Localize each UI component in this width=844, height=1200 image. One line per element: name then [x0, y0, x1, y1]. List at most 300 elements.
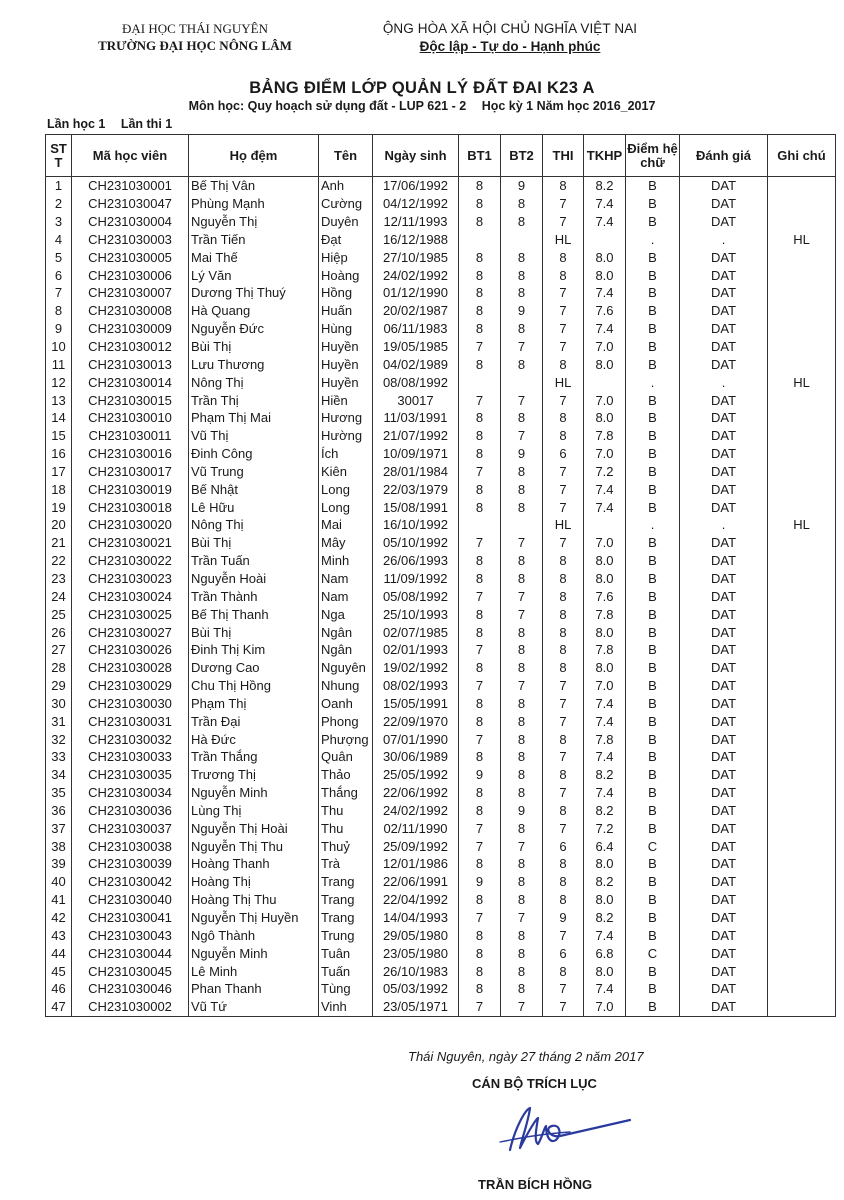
cell-exam: 7 — [543, 480, 584, 498]
cell-first-name: Nam — [319, 570, 373, 588]
cell-evaluation: DAT — [680, 784, 768, 802]
table-row — [46, 712, 836, 730]
cell-notes — [768, 659, 836, 677]
cell-bt1: 9 — [459, 873, 501, 891]
cell-letter-grade: . — [626, 373, 680, 391]
cell-tkhp: 6.8 — [584, 944, 626, 962]
cell-letter-grade: B — [626, 909, 680, 927]
cell-tkhp: 7.2 — [584, 463, 626, 481]
cell-first-name: Huyền — [319, 373, 373, 391]
cell-bt2: 8 — [501, 962, 543, 980]
cell-bt2: 8 — [501, 320, 543, 338]
cell-student-id: CH231030008 — [72, 302, 189, 320]
national-title: ỘNG HÒA XÃ HỘI CHỦ NGHĨA VIỆT NAI — [382, 21, 638, 36]
cell-first-name: Hoàng — [319, 266, 373, 284]
cell-bt2: 8 — [501, 730, 543, 748]
cell-exam: 8 — [543, 605, 584, 623]
col-header-first-name: Tên — [319, 135, 373, 177]
cell-student-id: CH231030031 — [72, 712, 189, 730]
cell-bt1: 7 — [459, 641, 501, 659]
cell-middle-name: Nguyễn Minh — [189, 784, 319, 802]
cell-bt1: 8 — [459, 480, 501, 498]
cell-notes — [768, 819, 836, 837]
cell-bt1: 8 — [459, 302, 501, 320]
cell-letter-grade: B — [626, 855, 680, 873]
cell-stt: 9 — [46, 320, 72, 338]
cell-tkhp: 8.0 — [584, 891, 626, 909]
cell-bt2: 9 — [501, 802, 543, 820]
cell-evaluation: DAT — [680, 677, 768, 695]
cell-bt1: 7 — [459, 391, 501, 409]
cell-bt1: 9 — [459, 766, 501, 784]
table-row — [46, 873, 836, 891]
col-header-stt: ST T — [46, 135, 72, 177]
cell-exam: 6 — [543, 944, 584, 962]
cell-middle-name: Trần Thắng — [189, 748, 319, 766]
cell-letter-grade: B — [626, 694, 680, 712]
cell-tkhp: 7.4 — [584, 784, 626, 802]
table-row — [46, 570, 836, 588]
cell-birthdate: 01/12/1990 — [373, 284, 459, 302]
cell-bt2: 8 — [501, 284, 543, 302]
cell-tkhp: 8.0 — [584, 266, 626, 284]
cell-notes — [768, 195, 836, 213]
cell-letter-grade: C — [626, 944, 680, 962]
cell-letter-grade: B — [626, 926, 680, 944]
table-row — [46, 694, 836, 712]
table-row — [46, 962, 836, 980]
cell-exam: 7 — [543, 213, 584, 231]
cell-letter-grade: B — [626, 284, 680, 302]
cell-middle-name: Lý Văn — [189, 266, 319, 284]
col-header-student-id: Mã học viên — [72, 135, 189, 177]
cell-evaluation: DAT — [680, 855, 768, 873]
cell-notes — [768, 463, 836, 481]
cell-stt: 42 — [46, 909, 72, 927]
cell-student-id: CH231030030 — [72, 694, 189, 712]
cell-tkhp: 8.0 — [584, 409, 626, 427]
cell-evaluation: DAT — [680, 498, 768, 516]
cell-notes — [768, 248, 836, 266]
cell-tkhp: 7.4 — [584, 712, 626, 730]
cell-middle-name: Dương Thị Thuý — [189, 284, 319, 302]
cell-letter-grade: B — [626, 338, 680, 356]
cell-student-id: CH231030007 — [72, 284, 189, 302]
cell-first-name: Cường — [319, 195, 373, 213]
cell-stt: 1 — [46, 177, 72, 195]
cell-letter-grade: B — [626, 784, 680, 802]
cell-student-id: CH231030026 — [72, 641, 189, 659]
cell-middle-name: Nguyễn Hoài — [189, 570, 319, 588]
cell-stt: 4 — [46, 231, 72, 249]
cell-stt: 22 — [46, 552, 72, 570]
cell-exam: 7 — [543, 980, 584, 998]
cell-stt: 11 — [46, 355, 72, 373]
cell-tkhp: 8.2 — [584, 177, 626, 195]
document-subtitle — [0, 99, 844, 113]
cell-tkhp: 6.4 — [584, 837, 626, 855]
cell-letter-grade: B — [626, 712, 680, 730]
cell-notes — [768, 873, 836, 891]
cell-bt2: 8 — [501, 926, 543, 944]
table-row — [46, 231, 836, 249]
cell-notes — [768, 266, 836, 284]
cell-student-id: CH231030012 — [72, 338, 189, 356]
cell-letter-grade: B — [626, 998, 680, 1016]
table-row — [46, 944, 836, 962]
cell-exam: HL — [543, 373, 584, 391]
cell-evaluation: DAT — [680, 926, 768, 944]
cell-tkhp: 8.2 — [584, 873, 626, 891]
cell-evaluation: DAT — [680, 552, 768, 570]
cell-stt: 33 — [46, 748, 72, 766]
cell-letter-grade: B — [626, 873, 680, 891]
header-institution — [70, 20, 320, 54]
cell-evaluation: DAT — [680, 659, 768, 677]
cell-bt1: 8 — [459, 498, 501, 516]
col-header-bt2: BT2 — [501, 135, 543, 177]
cell-first-name: Thu — [319, 819, 373, 837]
cell-first-name: Nhung — [319, 677, 373, 695]
cell-student-id: CH231030040 — [72, 891, 189, 909]
cell-tkhp: 7.4 — [584, 498, 626, 516]
cell-birthdate: 22/06/1992 — [373, 784, 459, 802]
cell-notes — [768, 552, 836, 570]
table-row — [46, 266, 836, 284]
cell-letter-grade: B — [626, 730, 680, 748]
cell-first-name: Hương — [319, 409, 373, 427]
cell-birthdate: 21/07/1992 — [373, 427, 459, 445]
cell-bt1: 8 — [459, 962, 501, 980]
cell-first-name: Trang — [319, 909, 373, 927]
cell-notes — [768, 694, 836, 712]
cell-birthdate: 08/02/1993 — [373, 677, 459, 695]
cell-bt2: 8 — [501, 748, 543, 766]
cell-first-name: Trung — [319, 926, 373, 944]
table-row — [46, 498, 836, 516]
cell-bt1: 8 — [459, 570, 501, 588]
cell-birthdate: 29/05/1980 — [373, 926, 459, 944]
table-row — [46, 641, 836, 659]
cell-stt: 6 — [46, 266, 72, 284]
cell-middle-name: Nông Thị — [189, 516, 319, 534]
cell-student-id: CH231030001 — [72, 177, 189, 195]
cell-middle-name: Lưu Thương — [189, 355, 319, 373]
cell-evaluation: DAT — [680, 302, 768, 320]
table-row — [46, 302, 836, 320]
cell-student-id: CH231030011 — [72, 427, 189, 445]
cell-first-name: Nguyên — [319, 659, 373, 677]
cell-exam: 8 — [543, 659, 584, 677]
cell-bt1: 8 — [459, 266, 501, 284]
cell-stt: 10 — [46, 338, 72, 356]
cell-bt2: 8 — [501, 819, 543, 837]
cell-stt: 27 — [46, 641, 72, 659]
cell-first-name: Hiền — [319, 391, 373, 409]
cell-first-name: Hiệp — [319, 248, 373, 266]
cell-evaluation: DAT — [680, 837, 768, 855]
cell-birthdate: 24/02/1992 — [373, 266, 459, 284]
cell-notes — [768, 570, 836, 588]
cell-middle-name: Nguyễn Thị Thu — [189, 837, 319, 855]
cell-letter-grade: B — [626, 177, 680, 195]
cell-middle-name: Phạm Thị Mai — [189, 409, 319, 427]
cell-stt: 21 — [46, 534, 72, 552]
national-motto: Độc lập - Tự do - Hạnh phúc — [419, 39, 601, 54]
cell-letter-grade: B — [626, 480, 680, 498]
cell-evaluation: DAT — [680, 177, 768, 195]
cell-bt2: 8 — [501, 213, 543, 231]
table-row — [46, 445, 836, 463]
cell-letter-grade: B — [626, 891, 680, 909]
cell-notes — [768, 302, 836, 320]
cell-exam: 8 — [543, 891, 584, 909]
cell-exam: 7 — [543, 195, 584, 213]
cell-notes — [768, 445, 836, 463]
cell-tkhp: 8.0 — [584, 855, 626, 873]
cell-evaluation: DAT — [680, 195, 768, 213]
cell-notes — [768, 730, 836, 748]
cell-birthdate: 15/08/1991 — [373, 498, 459, 516]
cell-bt2: 8 — [501, 248, 543, 266]
cell-evaluation: DAT — [680, 480, 768, 498]
cell-bt1: 8 — [459, 445, 501, 463]
table-row — [46, 980, 836, 998]
cell-birthdate: 11/09/1992 — [373, 570, 459, 588]
cell-student-id: CH231030020 — [72, 516, 189, 534]
cell-middle-name: Bế Nhật — [189, 480, 319, 498]
cell-birthdate: 08/08/1992 — [373, 373, 459, 391]
signer-name: TRẦN BÍCH HỒNG — [478, 1177, 593, 1192]
cell-letter-grade: B — [626, 552, 680, 570]
cell-letter-grade: B — [626, 659, 680, 677]
header-national — [360, 20, 660, 56]
table-row — [46, 587, 836, 605]
cell-bt2: 8 — [501, 694, 543, 712]
cell-first-name: Nam — [319, 587, 373, 605]
cell-evaluation: DAT — [680, 355, 768, 373]
cell-letter-grade: B — [626, 802, 680, 820]
cell-exam: 8 — [543, 730, 584, 748]
cell-middle-name: Trần Đại — [189, 712, 319, 730]
table-row — [46, 213, 836, 231]
cell-bt2: 7 — [501, 837, 543, 855]
cell-evaluation: DAT — [680, 962, 768, 980]
cell-first-name: Huấn — [319, 302, 373, 320]
cell-stt: 15 — [46, 427, 72, 445]
cell-birthdate: 25/10/1993 — [373, 605, 459, 623]
cell-bt1: 8 — [459, 748, 501, 766]
cell-student-id: CH231030039 — [72, 855, 189, 873]
cell-birthdate: 30017 — [373, 391, 459, 409]
cell-evaluation: DAT — [680, 623, 768, 641]
cell-middle-name: Phạm Thị — [189, 694, 319, 712]
cell-first-name: Quân — [319, 748, 373, 766]
cell-bt1 — [459, 373, 501, 391]
cell-stt: 24 — [46, 587, 72, 605]
cell-letter-grade: B — [626, 445, 680, 463]
cell-student-id: CH231030038 — [72, 837, 189, 855]
cell-middle-name: Trần Tuấn — [189, 552, 319, 570]
cell-first-name: Tuấn — [319, 962, 373, 980]
cell-evaluation: DAT — [680, 891, 768, 909]
cell-letter-grade: B — [626, 534, 680, 552]
cell-notes — [768, 213, 836, 231]
cell-bt1: 7 — [459, 730, 501, 748]
cell-bt2: 9 — [501, 177, 543, 195]
cell-letter-grade: B — [626, 980, 680, 998]
cell-notes — [768, 480, 836, 498]
cell-first-name: Oanh — [319, 694, 373, 712]
cell-letter-grade: C — [626, 837, 680, 855]
cell-evaluation: DAT — [680, 980, 768, 998]
cell-stt: 44 — [46, 944, 72, 962]
cell-middle-name: Lê Minh — [189, 962, 319, 980]
cell-tkhp — [584, 231, 626, 249]
table-row — [46, 926, 836, 944]
cell-birthdate: 07/01/1990 — [373, 730, 459, 748]
cell-birthdate: 02/07/1985 — [373, 623, 459, 641]
cell-bt2: 8 — [501, 766, 543, 784]
cell-letter-grade: B — [626, 427, 680, 445]
cell-middle-name: Phùng Mạnh — [189, 195, 319, 213]
cell-bt1: 7 — [459, 909, 501, 927]
cell-middle-name: Vũ Thị — [189, 427, 319, 445]
cell-bt2: 7 — [501, 391, 543, 409]
cell-middle-name: Nguyễn Thị — [189, 213, 319, 231]
cell-letter-grade: B — [626, 409, 680, 427]
cell-middle-name: Dương Cao — [189, 659, 319, 677]
cell-evaluation: DAT — [680, 819, 768, 837]
cell-birthdate: 17/06/1992 — [373, 177, 459, 195]
cell-notes — [768, 944, 836, 962]
cell-tkhp: 8.0 — [584, 659, 626, 677]
cell-exam: 7 — [543, 498, 584, 516]
cell-bt1: 7 — [459, 998, 501, 1016]
cell-letter-grade: B — [626, 213, 680, 231]
cell-first-name: Trang — [319, 873, 373, 891]
table-row — [46, 534, 836, 552]
cell-letter-grade: B — [626, 498, 680, 516]
attempt-info — [47, 117, 184, 131]
signer-role: CÁN BỘ TRÍCH LỤC — [472, 1076, 597, 1091]
table-row — [46, 409, 836, 427]
cell-first-name: Vinh — [319, 998, 373, 1016]
cell-stt: 3 — [46, 213, 72, 231]
cell-exam: 7 — [543, 712, 584, 730]
cell-bt1: 8 — [459, 802, 501, 820]
cell-student-id: CH231030005 — [72, 248, 189, 266]
cell-tkhp: 7.4 — [584, 213, 626, 231]
cell-letter-grade: B — [626, 570, 680, 588]
cell-stt: 14 — [46, 409, 72, 427]
cell-middle-name: Trương Thị — [189, 766, 319, 784]
cell-tkhp: 7.4 — [584, 980, 626, 998]
cell-student-id: CH231030023 — [72, 570, 189, 588]
table-row — [46, 605, 836, 623]
col-header-exam: THI — [543, 135, 584, 177]
cell-bt2: 8 — [501, 980, 543, 998]
cell-notes — [768, 623, 836, 641]
cell-birthdate: 04/12/1992 — [373, 195, 459, 213]
cell-stt: 25 — [46, 605, 72, 623]
cell-tkhp: 7.0 — [584, 677, 626, 695]
cell-bt2: 9 — [501, 445, 543, 463]
cell-notes — [768, 338, 836, 356]
cell-letter-grade: B — [626, 623, 680, 641]
cell-letter-grade: B — [626, 355, 680, 373]
cell-birthdate: 22/09/1970 — [373, 712, 459, 730]
cell-birthdate: 02/11/1990 — [373, 819, 459, 837]
cell-student-id: CH231030032 — [72, 730, 189, 748]
cell-middle-name: Hoàng Thị Thu — [189, 891, 319, 909]
cell-exam: 7 — [543, 338, 584, 356]
cell-first-name: Ngân — [319, 623, 373, 641]
cell-notes — [768, 534, 836, 552]
cell-middle-name: Chu Thị Hồng — [189, 677, 319, 695]
cell-birthdate: 05/10/1992 — [373, 534, 459, 552]
table-row — [46, 730, 836, 748]
cell-birthdate: 16/12/1988 — [373, 231, 459, 249]
cell-evaluation: . — [680, 516, 768, 534]
cell-tkhp: 7.0 — [584, 338, 626, 356]
school-name: TRƯỜNG ĐẠI HỌC NÔNG LÂM — [98, 38, 292, 53]
grades-table — [45, 134, 836, 1017]
cell-stt: 19 — [46, 498, 72, 516]
cell-middle-name: Nguyễn Thị Hoài — [189, 819, 319, 837]
cell-middle-name: Đinh Thị Kim — [189, 641, 319, 659]
cell-notes — [768, 427, 836, 445]
cell-birthdate: 05/03/1992 — [373, 980, 459, 998]
cell-bt2: 8 — [501, 855, 543, 873]
cell-stt: 37 — [46, 819, 72, 837]
cell-middle-name: Vũ Tứ — [189, 998, 319, 1016]
cell-middle-name: Nông Thị — [189, 373, 319, 391]
table-row — [46, 516, 836, 534]
cell-notes — [768, 748, 836, 766]
cell-exam: 8 — [543, 802, 584, 820]
cell-exam: 8 — [543, 177, 584, 195]
cell-bt1: 8 — [459, 855, 501, 873]
cell-bt2: 8 — [501, 498, 543, 516]
cell-middle-name: Hà Đức — [189, 730, 319, 748]
cell-exam: 7 — [543, 748, 584, 766]
cell-student-id: CH231030041 — [72, 909, 189, 927]
cell-exam: 8 — [543, 641, 584, 659]
cell-birthdate: 22/03/1979 — [373, 480, 459, 498]
cell-student-id: CH231030003 — [72, 231, 189, 249]
cell-middle-name: Đinh Công — [189, 445, 319, 463]
cell-bt1: 8 — [459, 712, 501, 730]
cell-middle-name: Nguyễn Đức — [189, 320, 319, 338]
cell-first-name: Hồng — [319, 284, 373, 302]
cell-tkhp: 7.2 — [584, 819, 626, 837]
cell-bt1: 8 — [459, 409, 501, 427]
cell-letter-grade: B — [626, 391, 680, 409]
cell-bt1: 7 — [459, 819, 501, 837]
cell-bt2: 8 — [501, 355, 543, 373]
cell-student-id: CH231030035 — [72, 766, 189, 784]
cell-bt2: 7 — [501, 677, 543, 695]
cell-notes — [768, 320, 836, 338]
cell-stt: 8 — [46, 302, 72, 320]
cell-student-id: CH231030045 — [72, 962, 189, 980]
cell-student-id: CH231030046 — [72, 980, 189, 998]
cell-bt2: 8 — [501, 195, 543, 213]
cell-student-id: CH231030022 — [72, 552, 189, 570]
cell-first-name: Kiên — [319, 463, 373, 481]
table-row — [46, 248, 836, 266]
